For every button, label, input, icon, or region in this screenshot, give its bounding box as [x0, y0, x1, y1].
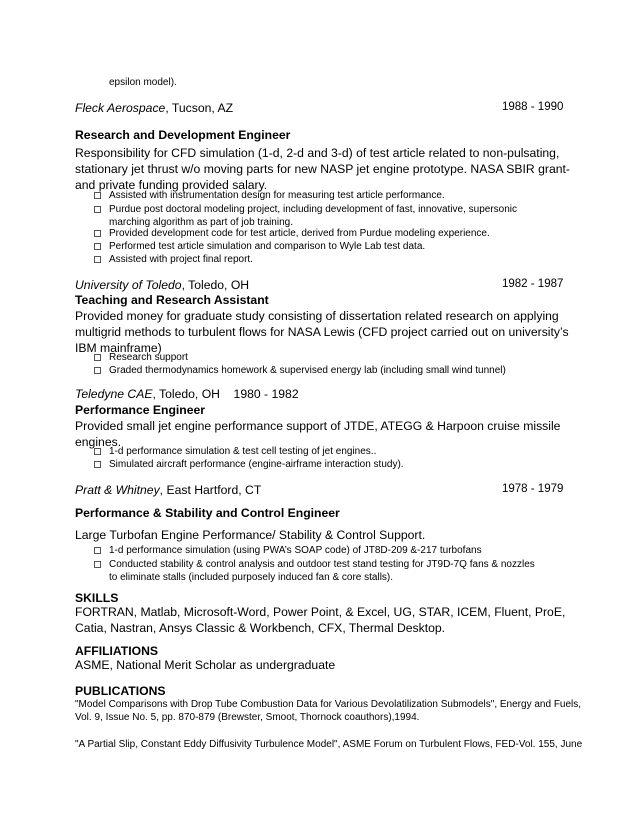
bullet-item: Simulated aircraft performance (engine-airframe interaction study). [109, 459, 404, 470]
job-description-line: Provided small jet engine performance support of JTDE, ATEGG & Harpoon cruise missile [75, 419, 561, 433]
bullet-box-icon [94, 547, 101, 554]
job-description-line: and private funding provided salary. [75, 178, 268, 192]
bullet-box-icon [94, 230, 101, 237]
section-heading-skills: SKILLS [75, 591, 119, 605]
bullet-item: Graded thermodynamics homework & supervised energy lab (including small wind tunnel) [109, 365, 506, 376]
job-title: Performance & Stability and Control Engineer [75, 506, 340, 520]
bullet-box-icon [94, 354, 101, 361]
company-name: Teledyne CAE [75, 387, 153, 401]
bullet-item-continuation: marching algorithm as part of job training. [109, 217, 293, 228]
job-dates: 1982 - 1987 [502, 278, 564, 290]
bullet-item: Assisted with instrumentation design for measuring test article performance. [109, 190, 445, 201]
company-name: Pratt & Whitney [75, 483, 160, 497]
job-dates: 1980 - 1982 [233, 387, 299, 401]
publication-line: "Model Comparisons with Drop Tube Combustion Data for Various Devolatilization Submodels", Energy and Fuels, [75, 699, 582, 710]
job-header-pratt [75, 482, 261, 498]
company-location: , East Hartford, CT [159, 483, 262, 497]
job-description-line: stationary jet thrust w/o moving parts for new NASP jet engine prototype. NASA SBIR grant- [75, 162, 570, 176]
bullet-item: Provided development code for test article, derived from Purdue modeling experience. [109, 228, 490, 239]
company-name: University of Toledo [75, 278, 182, 292]
job-title: Teaching and Research Assistant [75, 293, 269, 307]
job-title: Research and Development Engineer [75, 128, 291, 142]
job-header-fleck [75, 100, 233, 116]
bullet-box-icon [94, 367, 101, 374]
section-heading-affiliations: AFFILIATIONS [75, 644, 159, 658]
bullet-box-icon [94, 448, 101, 455]
bullet-item: 1-d performance simulation & test cell testing of jet engines.. [109, 446, 377, 457]
bullet-box-icon [94, 561, 101, 568]
bullet-item: Assisted with project final report. [109, 254, 253, 265]
bullet-item-continuation: to eliminate stalls (included purposely induced fan & core stalls). [109, 572, 394, 583]
company-location: , Toledo, OH [181, 278, 250, 292]
publication-line: Vol. 9, Issue No. 5, pp. 870-879 (Brewster, Smoot, Thornock coauthors),1994. [75, 712, 420, 723]
skills-line: Catia, Nastran, Ansys Classic & Workbench, CFX, Thermal Desktop. [75, 621, 446, 635]
job-description-line: Provided money for graduate study consisting of dissertation related research on applying [75, 309, 559, 323]
bullet-box-icon [94, 461, 101, 468]
bullet-item: Purdue post doctoral modeling project, including development of fast, innovative, supersonic [109, 204, 518, 215]
job-header-toledo [75, 277, 249, 293]
bullet-item: 1-d performance simulation (using PWA’s SOAP code) of JT8D-209 &-217 turbofans [109, 545, 482, 556]
bullet-item: Performed test article simulation and comparison to Wyle Lab test data. [109, 241, 426, 252]
bullet-box-icon [94, 256, 101, 263]
affiliations-line: ASME, National Merit Scholar as undergraduate [75, 658, 336, 672]
company-location: , Tucson, AZ [165, 101, 234, 115]
company-location: , Toledo, OH [152, 387, 220, 401]
job-title: Performance Engineer [75, 403, 206, 417]
job-dates: 1978 - 1979 [502, 483, 564, 495]
job-description-line: multigrid methods to turbulent flows for NASA Lewis (CFD project carried out on university’s [75, 325, 569, 339]
skills-line: FORTRAN, Matlab, Microsoft-Word, Power Point, & Excel, UG, STAR, ICEM, Fluent, ProE, [75, 605, 566, 619]
bullet-item: Conducted stability & control analysis and outdoor test stand testing for JT9D-7Q fans & nozzles [109, 559, 535, 570]
job-description-line: IBM mainframe) [75, 341, 162, 355]
job-description-line: engines. [75, 435, 122, 449]
bullet-box-icon [94, 243, 101, 250]
company-name: Fleck Aerospace [75, 101, 166, 115]
bullet-box-icon [94, 192, 101, 199]
publication-line: "A Partial Slip, Constant Eddy Diffusivity Turbulence Model", ASME Forum on Turbulent Flows, FED-Vol. 155, June [75, 739, 583, 750]
job-dates: 1988 - 1990 [502, 101, 564, 113]
section-heading-publications: PUBLICATIONS [75, 684, 166, 698]
job-description-line: Large Turbofan Engine Performance/ Stability & Control Support. [75, 528, 426, 542]
bullet-item: Research support [109, 352, 188, 363]
continued-text: epsilon model). [109, 77, 177, 88]
job-description-line: Responsibility for CFD simulation (1-d, 2-d and 3-d) of test article related to non-pulsating, [75, 146, 560, 160]
bullet-box-icon [94, 206, 101, 213]
job-header-teledyne [75, 386, 299, 402]
